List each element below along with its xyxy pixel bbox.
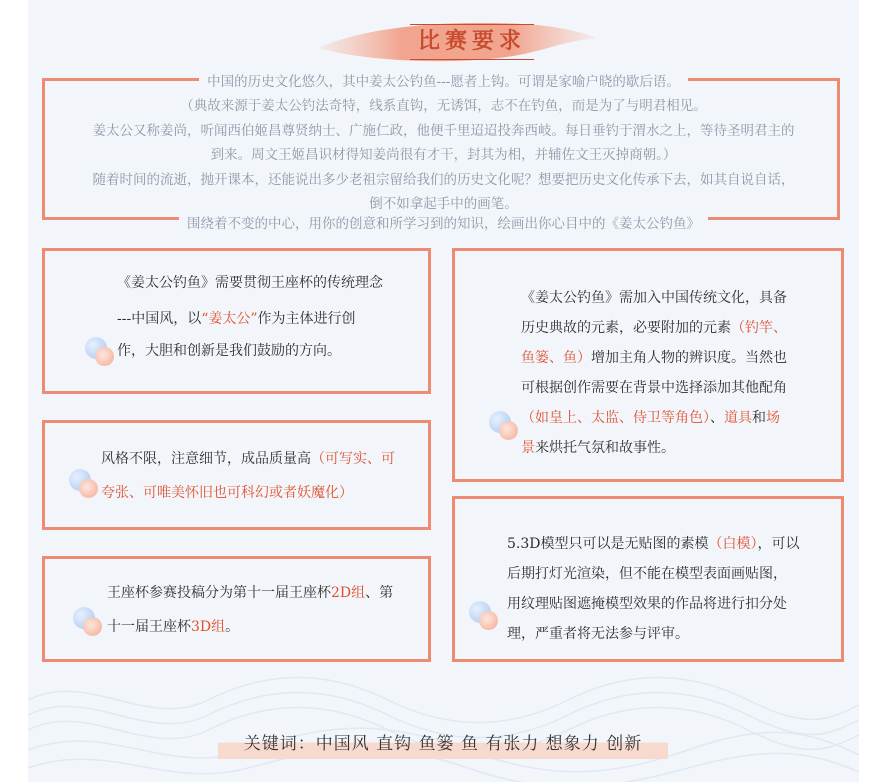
card-elements-text: [521, 283, 787, 463]
card-style-line-1a: 风格不限，注意细节，成品质量高: [101, 451, 311, 467]
card-3d-rules-line-4: 理，严重者将无法参与评审。: [507, 626, 689, 642]
card-theme-highlight: “姜太公”: [201, 311, 258, 327]
card-elements-line-6b: 来烘托气氛和故事性。: [535, 440, 675, 456]
bubble-icon: [489, 411, 519, 441]
card-elements-highlight-props: 道具: [724, 410, 752, 426]
card-elements-line-3b: 增加主角人物的辨识度。当然也: [591, 350, 787, 366]
card-elements-line-1: 《姜太公钓鱼》需加入中国传统文化，具备: [521, 290, 787, 306]
card-3d-rules-line-1a: 5.3D模型只可以是无贴图的素模: [507, 536, 709, 552]
card-3d-rules-line-3: 用纹理贴图遮掩模型效果的作品将进行扣分处: [507, 596, 787, 612]
card-elements-highlight-2: 鱼篓、鱼）: [521, 350, 591, 366]
card-elements-highlight-1: （钓竿、: [731, 320, 787, 336]
bubble-icon: [85, 337, 115, 367]
card-groups: [42, 556, 431, 662]
card-3d-rules-highlight: （白模）: [708, 536, 758, 552]
card-theme-line-1: 《姜太公钓鱼》需要贯彻王座杯的传统理念: [117, 275, 383, 291]
intro-line-4: 到来。周文王姬昌识材得知姜尚很有才干，封其为相，并辅佐文王灭掉商朝。）: [210, 147, 677, 163]
intro-line-5: 随着时间的流逝，抛开课本，还能说出多少老祖宗留给我们的历史文化呢？想要把历史文化传承下去，如其自说自话，: [92, 172, 795, 188]
intro-line-3: 姜太公又称姜尚，听闻西伯姬昌尊贤纳士、广施仁政，他便千里迢迢投奔西岐。每日垂钓于渭水之上，等待圣明君主的: [92, 123, 795, 139]
card-style-highlight-2: 夸张、可唯美怀旧也可科幻或者妖魔化）: [101, 485, 353, 501]
page: [28, 0, 859, 782]
intro-line-1: 中国的历史文化悠久，其中姜太公钓鱼---愿者上钩。可谓是家喻户晓的歇后语。: [199, 74, 688, 90]
card-theme-line-2a: ---中国风，以: [117, 311, 202, 327]
card-theme: [42, 248, 431, 394]
card-elements-line-2a: 历史典故的元素，必要附加的元素: [521, 320, 731, 336]
bubble-icon: [469, 601, 499, 631]
card-3d-rules: [452, 496, 844, 662]
card-style-highlight-1: （可写实、可: [311, 451, 395, 467]
page-title: 比赛要求: [410, 24, 534, 60]
title-banner: [308, 12, 598, 68]
wave-pattern-decoration: [28, 660, 859, 782]
intro-line-7: 围绕着不变的中心，用你的创意和所学习到的知识，绘画出你心目中的《姜太公钓鱼》: [179, 216, 708, 232]
intro-line-6: 倒不如拿起手中的画笔。: [369, 196, 518, 212]
card-elements-and: 和: [752, 410, 766, 426]
card-groups-line-2c: 。: [225, 619, 240, 635]
card-groups-line-1c: 、第: [365, 585, 394, 601]
card-theme-text: [117, 269, 383, 365]
card-groups-text: [107, 579, 393, 641]
card-style: [42, 420, 431, 530]
card-groups-2d: 2D组: [331, 585, 366, 601]
card-elements-highlight-scene-2: 景: [521, 440, 535, 456]
intro-line-2: （典故来源于姜太公钓法奇特，线系直钩，无诱饵，志不在钓鱼，而是为了与明君相见。: [180, 98, 707, 114]
card-3d-rules-text: [507, 529, 800, 649]
card-groups-line-2a: 十一届王座杯: [107, 619, 191, 635]
card-3d-rules-line-2: 后期打灯光渲染，但不能在模型表面画贴图，: [507, 566, 787, 582]
card-elements-highlight-3: （如皇上、太监、侍卫等角色）: [521, 410, 710, 426]
card-theme-line-3: 作，大胆和创新是我们鼓励的方向。: [117, 343, 341, 359]
card-groups-line-1a: 王座杯参赛投稿分为第十一届王座杯: [107, 585, 331, 601]
card-elements: [452, 248, 844, 482]
card-elements-comma: 、: [710, 410, 724, 426]
card-3d-rules-line-1c: ，可以: [757, 536, 800, 552]
card-theme-line-2c: 作为主体进行创: [257, 311, 356, 327]
card-elements-highlight-scene-1: 场: [766, 410, 780, 426]
card-style-text: [101, 445, 395, 507]
bubble-icon: [73, 607, 103, 637]
bubble-icon: [69, 469, 99, 499]
card-groups-3d: 3D组: [191, 619, 226, 635]
keywords-banner: 关键词：中国风 直钩 鱼篓 鱼 有张力 想象力 创新: [218, 729, 668, 759]
card-elements-line-4: 可根据创作需要在背景中选择添加其他配角: [521, 380, 787, 396]
